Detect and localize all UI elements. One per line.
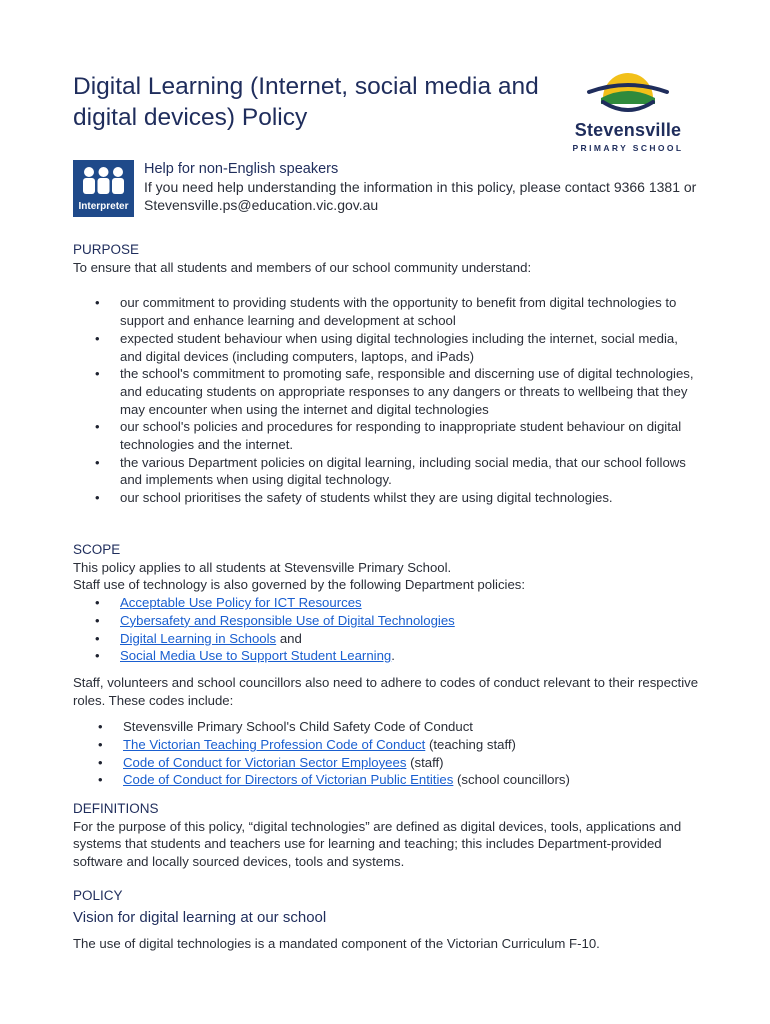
scope-line-1: This policy applies to all students at Stevensville Primary School. (73, 559, 452, 575)
definitions-section (73, 800, 703, 871)
purpose-heading: PURPOSE (73, 242, 140, 257)
list-item: • the various Department policies on digital learning, including social media, that our school follows and implements when using digital technology. (73, 454, 703, 489)
list-item: • expected student behaviour when using digital technologies including the internet, social media, and digital devices (including computers, laptops, and iPads) (73, 330, 703, 365)
scope-section (73, 541, 703, 789)
list-item: • Social Media Use to Support Student Learning. (73, 647, 703, 665)
logo-school-type: PRIMARY SCHOOL (572, 143, 684, 153)
list-item (73, 612, 703, 630)
list-item: • Stevensville Primary School's Child Safety Code of Conduct (73, 718, 703, 736)
list-item: • the school's commitment to promoting safe, responsible and discerning use of digital technologies, and educating students on appropriate responses to any dangers or threats to wellbeing that they may encounter when using the internet and digital technologies (73, 365, 703, 418)
purpose-section (73, 241, 703, 507)
scope-line-2: Staff use of technology is also governed by the following Department policies: (73, 577, 526, 593)
policy-section (73, 887, 703, 953)
codes-list (73, 718, 703, 789)
list-item: • The Victorian Teaching Profession Code of Conduct (teaching staff) (73, 736, 703, 754)
code-link[interactable]: Code of Conduct for Victorian Sector Employees (123, 754, 407, 770)
definitions-text: For the purpose of this policy, “digital technologies” are defined as digital devices, tools, applications and systems that students and teachers use for learning and teaching; this includes Department-provided software and locally sourced devices, tools and systems. (73, 818, 682, 870)
purpose-list (73, 294, 703, 506)
list-item: • Code of Conduct for Victorian Sector Employees (staff) (73, 754, 703, 772)
policy-heading: POLICY (73, 888, 123, 903)
help-block (144, 160, 704, 214)
list-item: • our school's policies and procedures for responding to inappropriate student behaviour on digital technologies and the internet. (73, 418, 703, 453)
scope-heading: SCOPE (73, 542, 121, 557)
interpreter-icon (73, 160, 134, 200)
list-item: • Code of Conduct for Directors of Victorian Public Entities (school councillors) (73, 771, 703, 789)
list-item (73, 594, 703, 612)
policy-link[interactable]: Acceptable Use Policy for ICT Resources (120, 595, 362, 611)
help-text: If you need help understanding the information in this policy, please contact 9366 1381 or Stevensville.ps@education.vic.gov.au (144, 179, 697, 213)
interpreter-label: Interpreter (78, 201, 129, 212)
definitions-heading: DEFINITIONS (73, 801, 159, 816)
policy-link[interactable]: Cybersafety and Responsible Use of Digital Technologies (120, 612, 455, 628)
logo-school-name: Stevensville (574, 120, 682, 140)
policy-text: The use of digital technologies is a mandated component of the Victorian Curriculum F-10. (73, 936, 600, 952)
page-title: Digital Learning (Internet, social media and digital devices) Policy (73, 73, 539, 131)
list-item: • our commitment to providing students with the opportunity to benefit from digital technologies to support and enhance learning and development at school (73, 294, 703, 329)
school-logo (563, 62, 693, 158)
list-item: • our school prioritises the safety of students whilst they are using digital technologies. (73, 489, 703, 507)
purpose-intro: To ensure that all students and members of our school community understand: (73, 259, 532, 275)
code-link[interactable]: The Victorian Teaching Profession Code of Conduct (123, 737, 426, 753)
policy-link[interactable]: Social Media Use to Support Student Learning (120, 648, 392, 664)
policy-subheading: Vision for digital learning at our school (73, 908, 327, 926)
code-link[interactable]: Code of Conduct for Directors of Victorian Public Entities (123, 772, 454, 788)
department-policy-list (73, 594, 703, 665)
policy-link[interactable]: Digital Learning in Schools (120, 630, 277, 646)
list-item: • Digital Learning in Schools and (73, 630, 703, 648)
help-title: Help for non-English speakers (144, 161, 339, 177)
interpreter-badge (73, 160, 134, 217)
sun-hill-icon (563, 62, 693, 122)
codes-intro: Staff, volunteers and school councillors also need to adhere to codes of conduct relevant to their respective roles. These codes include: (73, 674, 699, 708)
